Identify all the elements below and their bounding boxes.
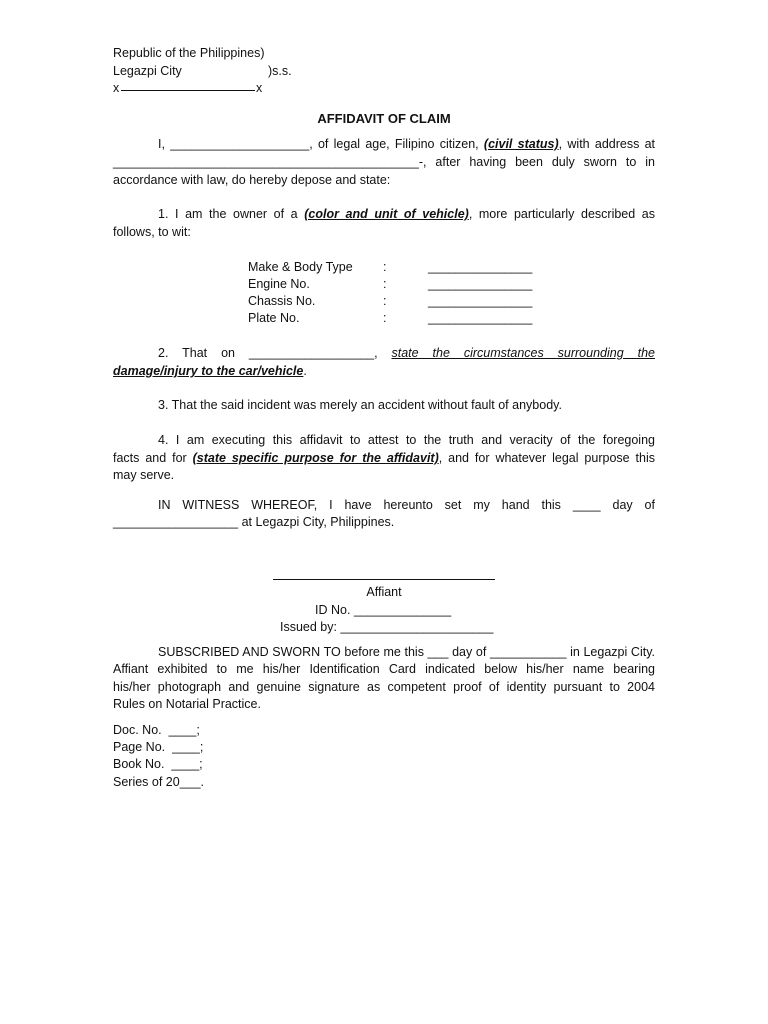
field-blank-plate: _______________	[428, 311, 533, 325]
caption-x-left: x	[113, 81, 120, 95]
jurat-line-1: SUBSCRIBED AND SWORN TO before me this ___ day of ___________ in Legazpi City.	[158, 645, 655, 659]
para2-line-2	[113, 363, 655, 381]
caption-republic: Republic of the Philippines)	[113, 46, 265, 60]
field-blank-make: _______________	[428, 260, 533, 274]
jurat-line-3: his/her photograph and genuine signature as competent proof of identity pursuant to 2004	[113, 680, 655, 694]
book-no: Book No. ____;	[113, 757, 203, 771]
para1-text-b: , more particularly described as	[468, 207, 656, 221]
intro-text-b: , with address at	[558, 137, 656, 151]
caption-city: Legazpi City	[113, 64, 182, 78]
doc-no: Doc. No. ____;	[113, 723, 200, 737]
affiant-signature-line	[273, 579, 495, 580]
jurat-line-4: Rules on Notarial Practice.	[113, 697, 261, 711]
affiant-label: Affiant	[366, 585, 402, 599]
circumstances-placeholder: state the circumstances surrounding the	[391, 346, 655, 360]
caption-x-rule	[121, 90, 255, 91]
document-title: AFFIDAVIT OF CLAIM	[317, 111, 451, 126]
jurat-line-2: Affiant exhibited to me his/her Identification Card indicated below his/her name bearing	[113, 662, 655, 676]
field-label-plate: Plate No.	[248, 311, 300, 325]
caption-ss: )s.s.	[268, 64, 292, 78]
series-of: Series of 20___.	[113, 775, 205, 789]
damage-placeholder: damage/injury to the car/vehicle	[113, 364, 304, 378]
field-colon: :	[383, 260, 387, 274]
para4-line-1: 4. I am executing this affidavit to attest to the truth and veracity of the foregoing	[158, 433, 655, 447]
para4-line-3: may serve.	[113, 468, 175, 482]
field-colon: :	[383, 311, 387, 325]
intro-line-2: ____________________________________________-, after having been duly sworn to in	[113, 155, 655, 169]
field-blank-engine: _______________	[428, 277, 533, 291]
para1-line-1	[113, 206, 655, 224]
field-label-engine: Engine No.	[248, 277, 310, 291]
para3-line: 3. That the said incident was merely an accident without fault of anybody.	[158, 398, 562, 412]
para2-text-a: 2. That on __________________,	[158, 346, 392, 360]
para1-line-2: follows, to wit:	[113, 225, 191, 239]
caption-x-right: x	[256, 81, 263, 95]
witness-line-2: __________________ at Legazpi City, Philippines.	[113, 515, 395, 529]
field-colon: :	[383, 294, 387, 308]
para4-line-2	[113, 450, 655, 468]
witness-line-1: IN WITNESS WHEREOF, I have hereunto set my hand this ____ day of	[158, 498, 655, 512]
field-label-make: Make & Body Type	[248, 260, 353, 274]
issued-by-field: Issued by: ______________________	[280, 620, 494, 634]
field-label-chassis: Chassis No.	[248, 294, 316, 308]
vehicle-placeholder: (color and unit of vehicle)	[304, 207, 469, 221]
para1-text-a: 1. I am the owner of a	[158, 207, 305, 221]
field-colon: :	[383, 277, 387, 291]
civil-status-placeholder: (civil status)	[483, 137, 559, 151]
para2-period: .	[303, 364, 307, 378]
page-no: Page No. ____;	[113, 740, 204, 754]
para4-text-a: facts and for	[113, 451, 193, 465]
intro-line-3: accordance with law, do hereby depose and state:	[113, 173, 391, 187]
intro-line-1	[113, 136, 655, 154]
field-blank-chassis: _______________	[428, 294, 533, 308]
intro-text-a: I, ____________________, of legal age, Filipino citizen,	[158, 137, 484, 151]
purpose-placeholder: (state specific purpose for the affidavit)	[192, 451, 439, 465]
id-number-field: ID No. ______________	[315, 603, 452, 617]
para4-text-b: , and for whatever legal purpose this	[438, 451, 655, 465]
para2-line-1	[113, 345, 655, 363]
